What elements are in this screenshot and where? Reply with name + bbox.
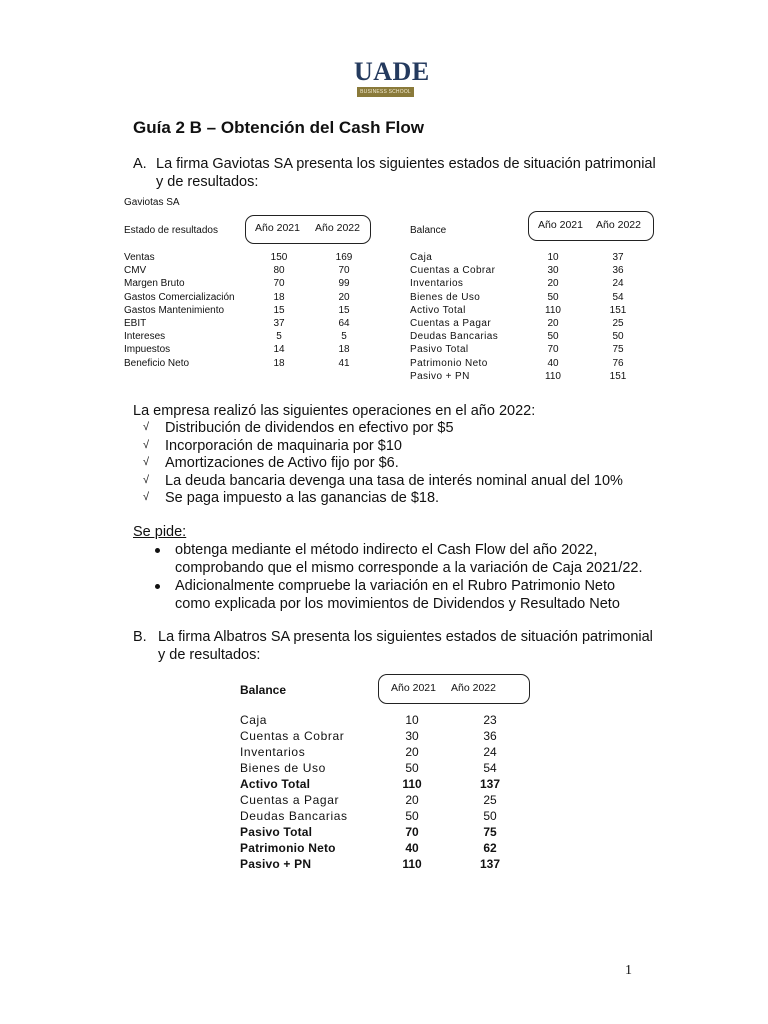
results-row-2022: 15: [338, 304, 350, 316]
balance-a-row-label: Caja: [410, 252, 433, 263]
balance-a-row-label: Cuentas a Pagar: [410, 318, 492, 329]
results-row-2021: 5: [276, 331, 282, 343]
balance-a-col-2022: Año 2022: [596, 219, 641, 231]
balance-a-row-2022: 151: [609, 304, 627, 316]
results-row-label: EBIT: [124, 318, 147, 329]
balance-b-header-box: [378, 674, 530, 704]
results-row-2021: 80: [273, 265, 285, 277]
balance-b-row-2022: 137: [479, 777, 501, 791]
ask-item-line2: comprobando que el mismo corresponde a la variación de Caja 2021/22.: [175, 560, 643, 576]
results-row-label: Impuestos: [124, 344, 171, 356]
page-number: 1: [625, 963, 632, 978]
balance-a-row-2021: 30: [547, 265, 559, 277]
results-row-label: Gastos Comercialización: [124, 291, 235, 303]
balance-a-row-2022: 54: [612, 291, 624, 303]
balance-b-row-2022: 25: [483, 793, 497, 807]
balance-b-row-2022: 50: [483, 809, 497, 823]
balance-a-row-2021: 50: [547, 331, 559, 343]
page-title: Guía 2 B – Obtención del Cash Flow: [133, 118, 424, 137]
balance-b-row-2021: 20: [405, 745, 419, 759]
balance-b-row-2022: 62: [483, 841, 497, 855]
results-header-box: [245, 215, 371, 244]
balance-b-row-label: Cuentas a Cobrar: [240, 729, 345, 743]
results-row-2021: 18: [273, 291, 285, 303]
balance-b-row-label: Patrimonio Neto: [240, 841, 336, 855]
company-name: Gaviotas SA: [124, 197, 180, 208]
balance-a-row-2022: 151: [609, 370, 627, 382]
balance-b-row-label: Deudas Bancarias: [240, 809, 348, 823]
balance-b-row-label: Bienes de Uso: [240, 761, 326, 775]
balance-b-row-2022: 24: [483, 745, 497, 759]
check-icon: √: [143, 421, 150, 433]
balance-b-row-label: Caja: [240, 713, 268, 727]
balance-a-row-2022: 36: [612, 265, 624, 277]
balance-b-row-2021: 30: [405, 729, 419, 743]
results-row-2021: 150: [270, 252, 288, 263]
operation-item: La deuda bancaria devenga una tasa de interés nominal anual del 10%: [165, 472, 623, 489]
balance-a-row-2021: 50: [547, 291, 559, 303]
operation-item: Amortizaciones de Activo fijo por $6.: [165, 455, 399, 472]
section-b-intro-line2: y de resultados:: [158, 647, 261, 663]
balance-b-row-2021: 40: [405, 841, 419, 855]
balance-b-row-label: Activo Total: [240, 777, 311, 791]
balance-a-col-2021: Año 2021: [538, 219, 583, 231]
balance-a-row-label: Pasivo + PN: [410, 370, 470, 382]
operations-intro: La empresa realizó las siguientes operaciones en el año 2022:: [133, 403, 536, 419]
balance-a-row-label: Deudas Bancarias: [410, 331, 499, 343]
results-col-2022: Año 2022: [315, 222, 360, 234]
balance-b-row-2021: 20: [405, 793, 419, 807]
operation-item: Distribución de dividendos en efectivo por $5: [165, 420, 454, 436]
balance-b-row-2021: 110: [402, 857, 422, 871]
balance-b-row-label: Pasivo Total: [240, 825, 313, 839]
balance-a-row-2021: 110: [545, 370, 561, 382]
balance-b-row-2022: 75: [483, 825, 497, 839]
balance-b-row-label: Pasivo + PN: [240, 857, 312, 871]
balance-b-row-2021: 110: [402, 777, 422, 791]
balance-a-row-2021: 110: [545, 304, 561, 316]
balance-b-row-label: Cuentas a Pagar: [240, 793, 340, 807]
results-col-2021: Año 2021: [255, 222, 300, 234]
balance-b-row-2021: 50: [405, 761, 419, 775]
balance-a-row-2022: 24: [612, 278, 624, 290]
section-a-marker: A.: [133, 156, 147, 172]
logo-subtitle: BUSINESS SCHOOL: [357, 87, 414, 97]
balance-a-row-label: Inventarios: [410, 278, 464, 290]
balance-a-row-2021: 70: [547, 344, 559, 356]
results-row-2021: 18: [273, 357, 285, 369]
balance-b-row-2022: 23: [483, 713, 497, 727]
results-row-2021: 15: [273, 304, 285, 316]
bullet-icon: [155, 584, 160, 589]
section-a-intro-line1: La firma Gaviotas SA presenta los siguientes estados de situación patrimonial: [156, 156, 656, 172]
results-row-2022: 99: [338, 278, 350, 290]
balance-b-title: Balance: [240, 683, 287, 697]
balance-a-row-2021: 40: [547, 357, 559, 369]
balance-b-row-2022: 137: [479, 857, 501, 871]
balance-a-row-label: Pasivo Total: [410, 344, 469, 356]
results-row-label: Gastos Mantenimiento: [124, 304, 225, 316]
results-row-2022: 20: [338, 291, 350, 303]
results-row-label: CMV: [124, 265, 147, 277]
balance-b-col-2022: Año 2022: [451, 682, 496, 694]
results-row-label: Beneficio Neto: [124, 357, 190, 369]
results-row-2021: 14: [273, 344, 285, 356]
results-title: Estado de resultados: [124, 225, 218, 236]
logo-text: UADE: [354, 57, 430, 86]
check-icon: √: [143, 456, 150, 469]
results-row-label: Ventas: [124, 252, 155, 263]
section-b-intro-line1: La firma Albatros SA presenta los siguientes estados de situación patrimonial: [158, 629, 653, 645]
section-a-intro-line2: y de resultados:: [156, 174, 259, 190]
balance-a-row-2021: 10: [547, 252, 559, 263]
balance-a-row-label: Activo Total: [410, 304, 466, 316]
balance-a-header-box: [528, 211, 654, 241]
balance-a-row-2022: 25: [612, 318, 624, 329]
operation-item: Incorporación de maquinaria por $10: [165, 437, 402, 454]
balance-a-row-2022: 37: [612, 252, 624, 263]
balance-a-row-2022: 76: [612, 357, 624, 369]
results-row-2022: 169: [335, 252, 353, 263]
section-b-marker: B.: [133, 629, 147, 645]
results-row-2022: 41: [338, 357, 350, 369]
check-icon: √: [143, 438, 150, 451]
asks-title: Se pide:: [133, 524, 187, 540]
balance-a-row-2022: 50: [612, 331, 624, 343]
bullet-icon: [155, 548, 160, 553]
results-row-2021: 70: [273, 278, 285, 290]
results-row-label: Margen Bruto: [124, 278, 185, 290]
balance-b-col-2021: Año 2021: [391, 682, 436, 694]
check-icon: √: [143, 473, 150, 486]
balance-a-row-label: Bienes de Uso: [410, 291, 481, 303]
results-row-2022: 70: [338, 265, 350, 277]
balance-a-row-2022: 75: [612, 344, 624, 356]
results-row-label: Intereses: [124, 331, 166, 343]
balance-a-row-2021: 20: [547, 278, 559, 290]
ask-item-line1: Adicionalmente compruebe la variación en el Rubro Patrimonio Neto: [175, 578, 616, 594]
results-row-2022: 18: [338, 344, 350, 356]
operation-item: Se paga impuesto a las ganancias de $18.: [165, 490, 440, 507]
ask-item-line1: obtenga mediante el método indirecto el Cash Flow del año 2022,: [175, 542, 598, 558]
check-icon: √: [143, 491, 150, 504]
results-row-2022: 64: [338, 318, 350, 329]
balance-a-row-2021: 20: [547, 318, 559, 329]
balance-b-row-label: Inventarios: [240, 745, 306, 759]
balance-b-row-2021: 70: [405, 825, 419, 839]
balance-b-row-2022: 36: [483, 729, 497, 743]
balance-b-row-2021: 10: [405, 713, 419, 727]
balance-b-row-2021: 50: [405, 809, 419, 823]
balance-a-row-label: Cuentas a Cobrar: [410, 265, 496, 277]
balance-a-title: Balance: [410, 225, 447, 236]
ask-item-line2: como explicada por los movimientos de Dividendos y Resultado Neto: [175, 596, 620, 612]
results-row-2022: 5: [341, 331, 347, 343]
results-row-2021: 37: [273, 318, 285, 329]
balance-b-row-2022: 54: [483, 761, 497, 775]
balance-a-row-label: Patrimonio Neto: [410, 357, 488, 369]
